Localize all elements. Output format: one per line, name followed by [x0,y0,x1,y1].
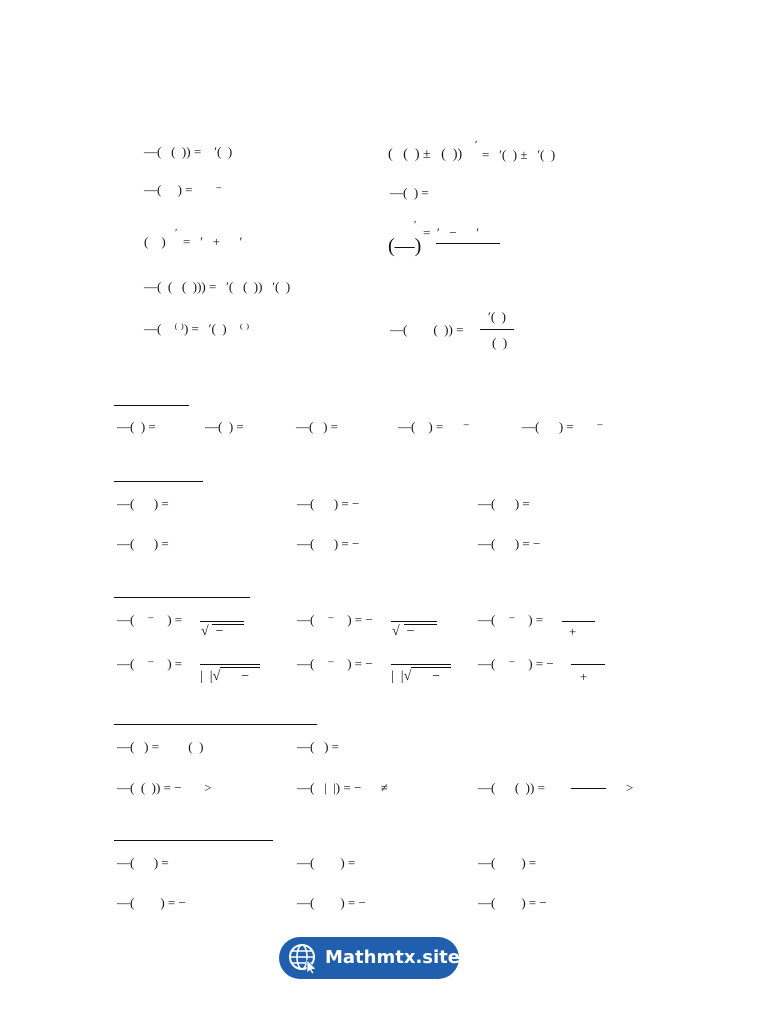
formula-fragment: —( ⁻ ) = − [297,612,373,627]
section-heading-rule [114,840,273,841]
section-heading-rule [114,481,203,482]
formula-fragment: —( ) = [296,419,338,434]
formula-fragment: —( ) = [297,855,356,870]
formula-fragment: ( ( ) ± ( )) [388,147,463,162]
formula-fragment: —( ) = [478,496,530,511]
fraction-bar [391,664,451,665]
formula-fragment: + [569,624,577,639]
formula-fragment: —( ) = − [478,895,547,910]
formula-fragment: —( ( )) = − > [117,780,212,795]
formula-fragment: = ′ + ′ [183,234,243,249]
fraction-bar [200,621,244,622]
globe-cursor-icon [287,942,319,974]
fraction-bar [571,664,605,665]
formula-fragment: —( ) = ( ) [117,739,204,754]
formula-fragment: —( ) = [117,419,156,434]
formula-fragment: —( ) = − [297,536,360,551]
formula-fragment: —( ) = [297,739,339,754]
formula-fragment: > [626,780,634,795]
formula-fragment: ( ) [144,234,166,249]
formula-fragment: —( ⁻ ) = − [478,656,554,671]
formula-fragment: —( ( )) = ′( ) [144,144,233,159]
formula-fragment: √ − [201,624,224,639]
formula-fragment: | |√ − [391,669,441,684]
formula-fragment: —( ) = − [297,895,366,910]
formula-fragment: (—) [388,235,422,257]
radical-bar [411,667,451,668]
formula-fragment: —( | |) = − ≠ [297,780,388,795]
formula-fragment: —( ⁻ ) = [117,656,183,671]
formula-fragment: —( ) = [478,855,537,870]
section-heading-rule [114,597,250,598]
formula-fragment: —( ( )) = [478,780,545,795]
formula-fragment: —( ) = ⁻ [144,182,223,197]
formula-fragment: ′ [475,139,478,151]
formula-fragment: —( ) = ⁻ [398,419,470,434]
formula-fragment: = ′ − ′ [423,225,480,240]
section-heading-rule [114,724,317,725]
fraction-bar [480,329,514,330]
radical-bar [220,667,260,668]
formula-fragment: —( ) = [390,185,429,200]
formula-fragment: —( ) = − [117,895,186,910]
formula-fragment: ′ [414,219,417,231]
formula-fragment: —( ) = [117,496,169,511]
fraction-bar [200,664,260,665]
formula-fragment: √ − [392,624,415,639]
formula-fragment: —( ⁻ ) = − [297,656,373,671]
formula-fragment: ′( ) [488,309,507,324]
brand-logo-link[interactable] [279,937,459,979]
formula-fragment: —( ⁻ ) = [117,612,183,627]
formula-fragment: + [580,669,588,684]
formula-fragment: —( ) = [117,855,169,870]
formula-fragment: —( ( ( ))) = ′( ( )) ′( ) [144,279,291,294]
formula-fragment: —( ) = [117,536,169,551]
formula-fragment: ′ [175,227,178,239]
fraction-bar [391,621,437,622]
formula-fragment: —( ) = − [297,496,360,511]
formula-fragment: —( ) = [205,419,244,434]
formula-fragment: —( ⁽ ⁾) = ′( ) ⁽ ⁾ [144,321,250,336]
fraction-bar [571,788,606,789]
formula-fragment: —( ) = ⁻ [522,419,604,434]
formula-fragment: | |√ − [200,669,250,684]
fraction-bar [436,243,500,244]
formula-fragment: —( ) = − [478,536,541,551]
formula-fragment: ( ) [492,335,508,350]
brand-logo-text: Mathmtx.site [325,947,460,968]
fraction-bar [562,621,595,622]
formula-fragment: —( ( )) = [390,322,464,337]
formula-fragment: = ′( ) ± ′( ) [482,147,556,162]
section-heading-rule [114,405,189,406]
formula-fragment: —( ⁻ ) = [478,612,544,627]
